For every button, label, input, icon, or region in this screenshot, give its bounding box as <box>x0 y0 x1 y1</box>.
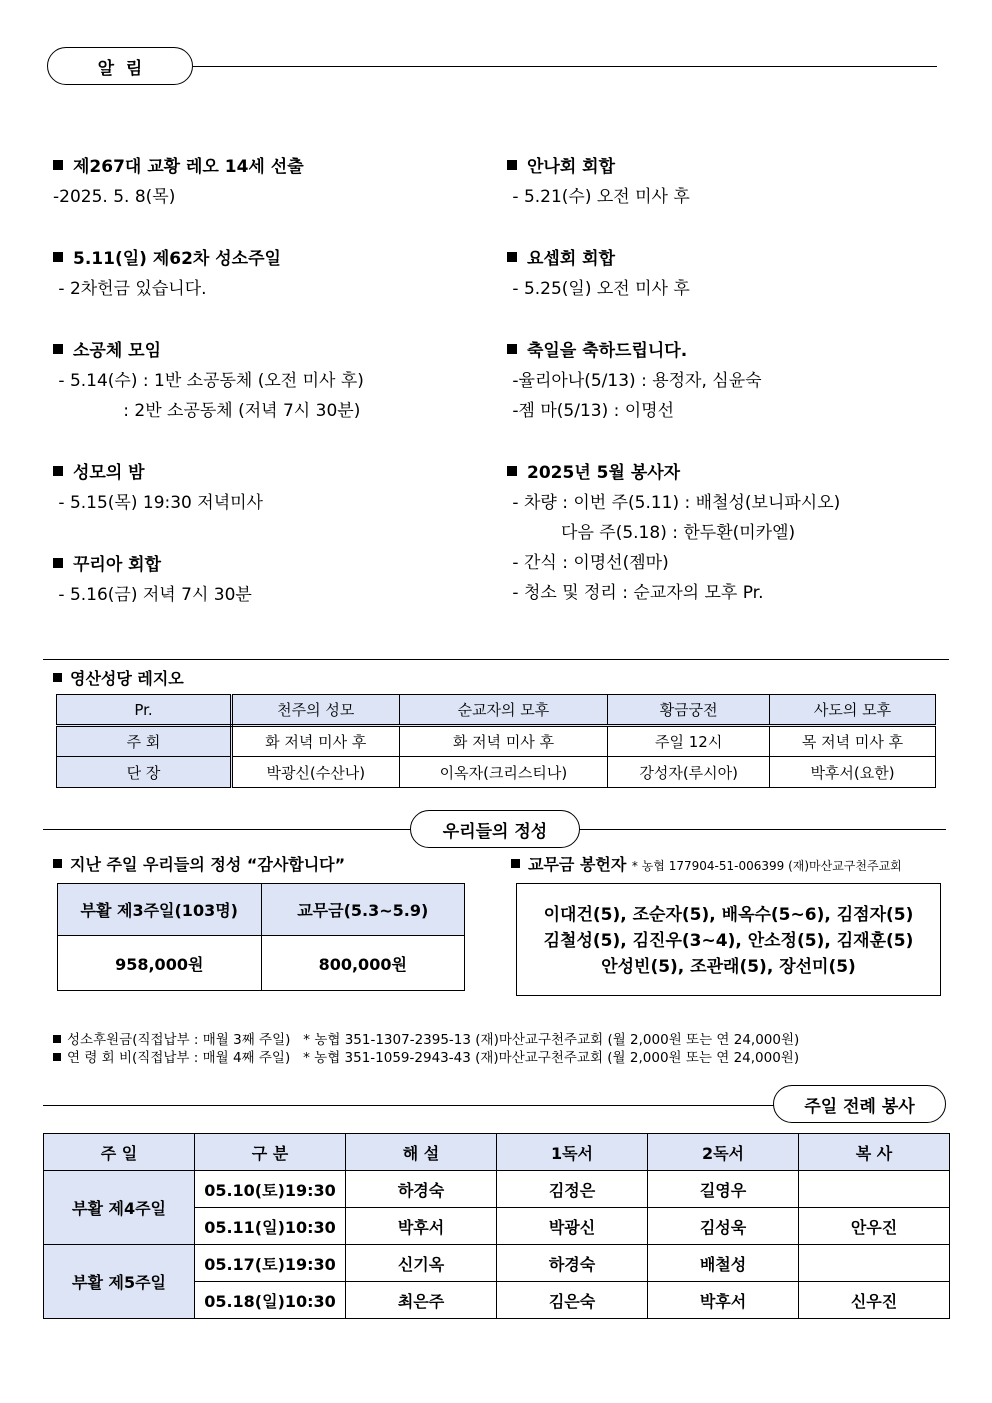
offering-table <box>57 883 465 991</box>
table-header-cell: 해 설 <box>346 1134 497 1171</box>
table-header-cell: 2독서 <box>648 1134 799 1171</box>
donors-account-note: * 농협 177904-51-006399 (재)마산교구천주교회 <box>631 859 902 873</box>
table-cell: 박후서 <box>648 1282 799 1319</box>
header-divider <box>193 66 937 67</box>
schedule-divider <box>43 1105 778 1106</box>
donors-line: 이대건(5), 조순자(5), 배옥수(5~6), 김점자(5) <box>543 905 914 925</box>
notice-9 <box>507 458 840 608</box>
table-cell: 박광신 <box>497 1208 648 1245</box>
square-bullet-icon <box>53 160 63 170</box>
table-cell <box>799 1245 950 1282</box>
table-cell: 하경숙 <box>346 1171 497 1208</box>
notice-2 <box>53 244 281 304</box>
table-cell: 하경숙 <box>497 1245 648 1282</box>
donors-line: 안성빈(5), 조관래(5), 장선미(5) <box>601 957 856 977</box>
schedule-pill-label: 주일 전례 봉사 <box>804 1096 915 1117</box>
square-bullet-icon <box>53 859 62 868</box>
table-cell: 김은숙 <box>497 1282 648 1319</box>
table-header-cell: 사도의 모후 <box>770 695 936 726</box>
notice-line: -2025. 5. 8(목) <box>53 187 176 207</box>
table-row <box>44 1171 950 1208</box>
notice-header-pill <box>47 47 193 85</box>
table-cell: 화 저녁 미사 후 <box>399 726 608 757</box>
table-cell: 단 장 <box>57 757 232 788</box>
notice-5 <box>53 550 252 610</box>
table-row <box>57 695 936 726</box>
notice-line: 다음 주(5.18) : 한두환(미카엘) <box>507 523 796 543</box>
donors-line: 김철성(5), 김진우(3~4), 안소정(5), 김재훈(5) <box>543 931 914 951</box>
table-header-cell: 1독서 <box>497 1134 648 1171</box>
sunday-cell: 부활 제4주일 <box>44 1171 195 1245</box>
notice-line: : 2반 소공동체 (저녁 7시 30분) <box>53 401 361 421</box>
table-cell: 안우진 <box>799 1208 950 1245</box>
table-cell: 05.10(토)19:30 <box>195 1171 346 1208</box>
table-header-cell: 주 일 <box>44 1134 195 1171</box>
legio-divider <box>43 659 949 660</box>
square-bullet-icon <box>53 252 63 262</box>
table-cell: 김성욱 <box>648 1208 799 1245</box>
table-row <box>44 1245 950 1282</box>
donors-title <box>511 852 902 875</box>
table-cell: 이옥자(크리스티나) <box>399 757 608 788</box>
table-cell: 박광신(수산나) <box>232 757 400 788</box>
notice-line: -율리아나(5/13) : 용정자, 심윤숙 <box>507 371 762 391</box>
table-cell: 주일 12시 <box>608 726 770 757</box>
table-header-cell: 천주의 성모 <box>232 695 400 726</box>
notice-line: - 5.25(일) 오전 미사 후 <box>507 279 690 299</box>
offering-pill-label: 우리들의 정성 <box>442 821 548 842</box>
legio-title <box>53 666 184 689</box>
notice-title: 제267대 교황 레오 14세 선출 <box>73 157 304 177</box>
table-row <box>58 884 465 936</box>
offering-pill <box>410 810 580 848</box>
table-header-cell: 교무금(5.3~5.9) <box>261 884 465 936</box>
offering-title-text: 지난 주일 우리들의 정성 “감사합니다” <box>70 855 346 874</box>
notice-line: - 2차헌금 있습니다. <box>53 279 207 299</box>
square-bullet-icon <box>511 859 520 868</box>
sunday-cell: 부활 제5주일 <box>44 1245 195 1319</box>
notice-7 <box>507 244 690 304</box>
notice-header-title: 알 림 <box>97 58 143 79</box>
table-row <box>57 757 936 788</box>
table-row <box>58 936 465 991</box>
legio-table <box>56 694 936 788</box>
donors-title-text: 교무금 봉헌자 <box>528 855 627 874</box>
square-bullet-icon <box>53 344 63 354</box>
notice-line: -젬 마(5/13) : 이명선 <box>507 401 675 421</box>
notice-line: - 청소 및 정리 : 순교자의 모후 Pr. <box>507 583 764 603</box>
notice-line: - 간식 : 이명선(젬마) <box>507 553 669 573</box>
square-bullet-icon <box>507 466 517 476</box>
table-row <box>57 726 936 757</box>
table-cell: 신우진 <box>799 1282 950 1319</box>
table-cell: 주 회 <box>57 726 232 757</box>
table-cell: 박후서 <box>346 1208 497 1245</box>
table-row <box>44 1134 950 1171</box>
table-cell: 05.17(토)19:30 <box>195 1245 346 1282</box>
offering-title <box>53 852 345 875</box>
square-bullet-icon <box>53 558 63 568</box>
table-cell: 배철성 <box>648 1245 799 1282</box>
table-header-cell: 구 분 <box>195 1134 346 1171</box>
table-header-cell: 복 사 <box>799 1134 950 1171</box>
table-cell: 800,000원 <box>261 936 465 991</box>
square-bullet-icon <box>53 673 62 682</box>
notice-title: 2025년 5월 봉사자 <box>527 463 681 483</box>
notice-line: - 5.16(금) 저녁 7시 30분 <box>53 585 252 605</box>
square-bullet-icon <box>507 252 517 262</box>
table-cell: 958,000원 <box>58 936 262 991</box>
notice-title: 축일을 축하드립니다. <box>527 341 688 361</box>
legio-title-text: 영산성당 레지오 <box>70 669 184 688</box>
notice-title: 꾸리아 회합 <box>73 555 162 575</box>
notice-title: 안나회 회합 <box>527 157 616 177</box>
table-header-cell: Pr. <box>57 695 232 726</box>
square-bullet-icon <box>53 1053 61 1061</box>
table-cell: 신기옥 <box>346 1245 497 1282</box>
accounts-info <box>53 1031 799 1067</box>
table-cell <box>799 1171 950 1208</box>
schedule-pill <box>773 1085 946 1123</box>
notice-line: - 차량 : 이번 주(5.11) : 배철성(보니파시오) <box>507 493 841 513</box>
schedule-table <box>43 1133 950 1319</box>
table-cell: 화 저녁 미사 후 <box>232 726 400 757</box>
notice-line: - 5.15(목) 19:30 저녁미사 <box>53 493 263 513</box>
table-header-cell: 황금궁전 <box>608 695 770 726</box>
notice-1 <box>53 152 304 212</box>
table-header-cell: 부활 제3주일(103명) <box>58 884 262 936</box>
table-cell: 김정은 <box>497 1171 648 1208</box>
account-line: 성소후원금(직접납부 : 매월 3째 주일) * 농협 351-1307-2395-13 (재)마산교구천주교회 (월 2,000원 또는 연 24,000원) <box>67 1032 800 1048</box>
square-bullet-icon <box>507 160 517 170</box>
account-line: 연 령 회 비(직접납부 : 매월 4째 주일) * 농협 351-1059-2943-43 (재)마산교구천주교회 (월 2,000원 또는 연 24,000원) <box>67 1050 800 1066</box>
notice-title: 요셉회 회합 <box>527 249 616 269</box>
notice-6 <box>507 152 690 212</box>
square-bullet-icon <box>507 344 517 354</box>
table-cell: 05.11(일)10:30 <box>195 1208 346 1245</box>
notice-line: - 5.14(수) : 1반 소공동체 (오전 미사 후) <box>53 371 364 391</box>
notice-title: 5.11(일) 제62차 성소주일 <box>73 249 281 269</box>
table-header-cell: 순교자의 모후 <box>399 695 608 726</box>
square-bullet-icon <box>53 466 63 476</box>
notice-8 <box>507 336 762 426</box>
table-cell: 길영우 <box>648 1171 799 1208</box>
square-bullet-icon <box>53 1035 61 1043</box>
table-cell: 목 저녁 미사 후 <box>770 726 936 757</box>
notice-title: 성모의 밤 <box>73 463 145 483</box>
table-cell: 강성자(루시아) <box>608 757 770 788</box>
table-cell: 최은주 <box>346 1282 497 1319</box>
table-cell: 05.18(일)10:30 <box>195 1282 346 1319</box>
notice-3 <box>53 336 364 426</box>
donors-box <box>516 883 941 996</box>
notice-4 <box>53 458 263 518</box>
notice-title: 소공체 모임 <box>73 341 162 361</box>
table-cell: 박후서(요한) <box>770 757 936 788</box>
notice-line: - 5.21(수) 오전 미사 후 <box>507 187 690 207</box>
